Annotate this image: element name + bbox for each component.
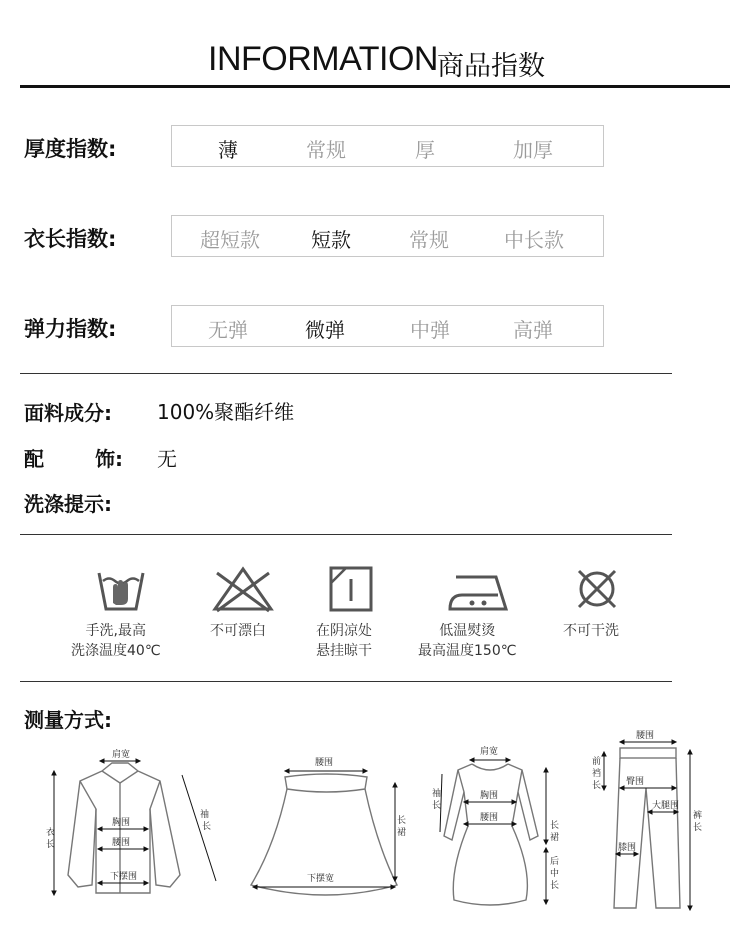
length-option-extra-short: 超短款 — [200, 228, 260, 252]
pants-rise-label-a: 前 — [592, 757, 602, 767]
skirt-waist-label: 腰围 — [315, 758, 334, 768]
no-dry-clean-icon — [575, 565, 619, 613]
dress-shoulder-label: 肩宽 — [480, 747, 499, 757]
fabric-label: 面料成分: — [24, 401, 112, 425]
elasticity-option-high: 高弹 — [513, 318, 553, 342]
accessory-value: 无 — [157, 447, 177, 471]
dry-in-shade-icon — [328, 565, 374, 613]
pants-rise-label-c: 长 — [592, 781, 602, 791]
elasticity-option-slight: 微弹 — [305, 318, 345, 342]
skirt-hem-label: 下摆宽 — [307, 874, 335, 884]
elasticity-index-scale — [171, 305, 604, 347]
section-divider — [20, 681, 672, 682]
no-bleach-text: 不可漂白 — [210, 623, 266, 639]
elasticity-index-label: 弹力指数: — [24, 317, 117, 341]
low-iron-text: 低温熨烫 最高温度150℃ — [418, 623, 517, 659]
accessory-label-second: 饰: — [95, 447, 123, 471]
elasticity-option-none: 无弹 — [208, 318, 248, 342]
dress-back-length-label-c: 长 — [550, 881, 560, 891]
skirt-measurement-diagram — [245, 745, 415, 915]
shirt-length-label-a: 衣 — [46, 828, 56, 838]
thickness-index-scale — [171, 125, 604, 167]
length-index-label: 衣长指数: — [24, 227, 117, 251]
length-option-short: 短款 — [311, 228, 351, 252]
dry-in-shade-text: 在阴凉处 悬挂晾干 — [316, 623, 372, 659]
dress-back-length-label-b: 中 — [550, 869, 560, 879]
hand-wash-icon — [96, 565, 146, 613]
page-title-chinese: 商品指数 — [437, 51, 545, 82]
pants-knee-label: 膝围 — [618, 843, 637, 853]
length-option-normal: 常规 — [409, 228, 449, 252]
dress-length-label-a: 长 — [550, 821, 560, 831]
skirt-length-label-a: 长 — [397, 816, 407, 826]
length-index-scale — [171, 215, 604, 257]
shirt-chest-label: 胸围 — [112, 818, 131, 828]
no-bleach-icon — [211, 565, 275, 613]
wash-instructions-label: 洗涤提示: — [24, 492, 112, 516]
section-divider — [20, 373, 672, 374]
thickness-option-extra-thick: 加厚 — [513, 138, 553, 162]
fabric-value: 100%聚酯纤维 — [157, 400, 295, 424]
measurement-label: 测量方式: — [24, 708, 112, 732]
pants-waist-label: 腰围 — [636, 731, 655, 741]
shirt-sleeve-label-b: 长 — [202, 822, 212, 832]
dress-sleeve-label-a: 袖 — [432, 789, 442, 799]
section-divider — [20, 534, 672, 535]
no-dry-clean-text: 不可干洗 — [563, 623, 619, 639]
low-iron-icon — [446, 565, 512, 613]
pants-length-label-b: 长 — [693, 823, 703, 833]
pants-length-label-a: 裤 — [693, 811, 703, 821]
thickness-option-thick: 厚 — [415, 138, 435, 162]
dress-chest-label: 胸围 — [480, 791, 499, 801]
dress-waist-label: 腰围 — [480, 813, 499, 823]
thickness-index-label: 厚度指数: — [24, 137, 117, 161]
hand-wash-text: 手洗,最高 洗涤温度40℃ — [71, 623, 161, 659]
shirt-shoulder-label: 肩宽 — [112, 750, 131, 760]
page-title-english: INFORMATION — [208, 40, 438, 78]
pants-hip-label: 臀围 — [626, 777, 645, 787]
pants-measurement-diagram — [590, 728, 703, 918]
dress-back-length-label-a: 后 — [550, 857, 560, 867]
shirt-measurement-diagram — [40, 745, 230, 915]
dress-measurement-diagram — [428, 740, 578, 915]
length-option-mid-long: 中长款 — [504, 228, 564, 252]
pants-rise-label-b: 裆 — [592, 769, 602, 779]
header-divider — [20, 85, 730, 88]
pants-thigh-label: 大腿围 — [652, 801, 680, 811]
shirt-hem-label: 下摆围 — [110, 872, 138, 882]
shirt-waist-label: 腰围 — [112, 838, 131, 848]
elasticity-option-medium: 中弹 — [410, 318, 450, 342]
accessory-label-first: 配 — [24, 447, 44, 471]
thickness-option-normal: 常规 — [306, 138, 346, 162]
shirt-sleeve-label-a: 袖 — [200, 810, 210, 820]
dress-sleeve-label-b: 长 — [432, 801, 442, 811]
shirt-length-label-b: 长 — [46, 840, 56, 850]
skirt-length-label-b: 裙 — [397, 828, 407, 838]
thickness-option-thin: 薄 — [218, 138, 238, 162]
dress-length-label-b: 裙 — [550, 833, 560, 843]
